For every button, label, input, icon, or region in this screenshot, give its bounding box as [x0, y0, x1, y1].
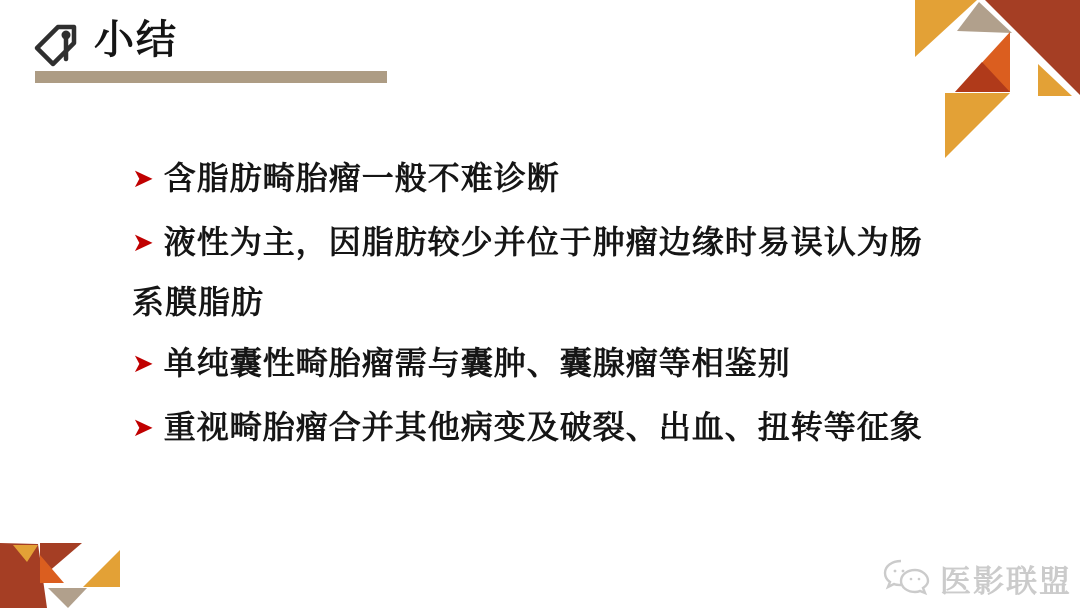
- decor-triangle: [48, 588, 87, 608]
- title-underline-bar: [35, 71, 387, 83]
- decor-triangle: [955, 32, 1010, 92]
- bullet-text: 含脂肪畸胎瘤一般不难诊断: [163, 160, 560, 196]
- corner-triangles-decoration: [0, 535, 160, 608]
- decor-triangle: [945, 93, 1010, 158]
- decor-triangle: [955, 62, 1010, 92]
- decor-triangle: [0, 543, 47, 608]
- bullet-text: 重视畸胎瘤合并其他病变及破裂、出血、扭转等征象: [163, 409, 923, 445]
- watermark-label: 医影联盟: [940, 564, 1072, 599]
- bullet-item: [132, 214, 944, 331]
- decor-triangle: [1038, 64, 1072, 96]
- arrow-bullet-icon: ➤: [132, 228, 155, 258]
- arrow-bullet-icon: ➤: [132, 349, 155, 379]
- decor-triangle: [915, 0, 977, 57]
- bullet-text: 单纯囊性畸胎瘤需与囊肿、囊腺瘤等相鉴别: [163, 345, 791, 381]
- bullet-list: [132, 150, 944, 463]
- page-title: 小结: [94, 18, 178, 62]
- bullet-item: [132, 335, 944, 395]
- arrow-bullet-icon: ➤: [132, 413, 155, 443]
- watermark: [880, 556, 1072, 601]
- decor-triangle: [40, 543, 82, 579]
- bullet-item: [132, 399, 944, 459]
- wechat-icon: [880, 558, 932, 600]
- tag-icon: [33, 21, 81, 69]
- decor-triangle: [40, 555, 64, 583]
- bullet-item: [132, 150, 944, 210]
- decor-triangle: [985, 0, 1080, 95]
- decor-triangle: [83, 550, 120, 587]
- arrow-bullet-icon: ➤: [132, 164, 155, 194]
- bullet-text: 液性为主，因脂肪较少并位于肿瘤边缘时易误认为肠系膜脂肪: [132, 224, 923, 320]
- decor-triangle: [13, 545, 38, 562]
- decor-triangle: [957, 2, 1012, 33]
